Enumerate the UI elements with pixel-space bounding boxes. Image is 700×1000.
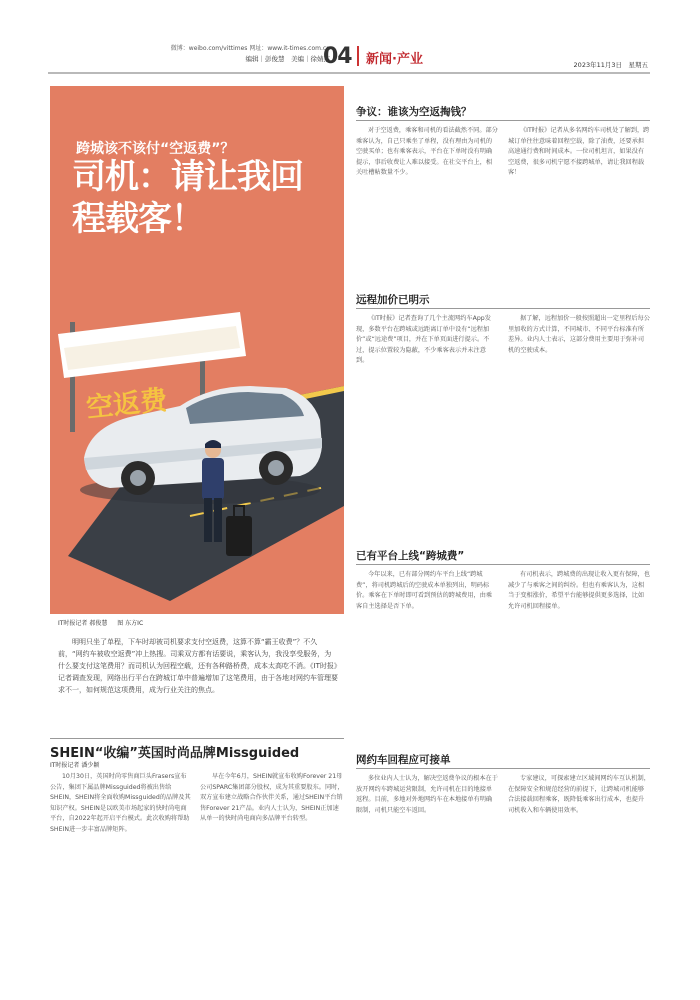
lead-text: 明明只坐了单程，下车时却被司机要求支付空返费，这算不算“霸王收费”？不久前，“网约车被收空返费”冲上热搜。司乘双方都有话要说，乘客认为，我没享受服务，为什么要支付这笔费用？而司机认为回程空载，还有各种路桥费，成本太高吃不消。《IT时报》记者调查发现，网络出行平台在跨城订单中普遍增加了这笔费用，由于各地对网约车管理要求不一，如何规范这项费用，成为行业关注的焦点。: [58, 638, 338, 694]
return-column-2: 专家建议，可探索建立区域间网约车互认机制，在保障安全和规范经营的前提下，让跨城司机能够合法接载回程乘客，既降低乘客出行成本，也提升司机收入和车辆使用效率。: [508, 775, 650, 814]
section-heading-return: 网约车回程应可接单: [356, 754, 451, 766]
section-rule: [356, 120, 650, 121]
left-divider: [50, 738, 344, 739]
caption-author: IT时报记者 郝俊慧: [58, 620, 108, 627]
masthead-contact: 微博：weibo.com/vittimes 网址：www.it-times.com.cn: [170, 45, 330, 52]
header-rule: [48, 72, 650, 74]
lead-paragraph: [58, 636, 338, 696]
page-number: 04: [323, 44, 352, 69]
page-number-divider: [357, 46, 359, 66]
section-heading-crosscity: 已有平台上线“跨城费”: [356, 550, 465, 562]
poster-kicker: 跨城该不该付“空返费”？: [76, 141, 235, 157]
section-title: 新闻·产业: [366, 52, 423, 67]
shein-column-2: 早在今年6月，SHEIN就宣布收购Forever 21母公司SPARC集团部分股权，成为其重要股东。同时，双方宣布建立战略合作伙伴关系，通过SHEIN平台销售Forever 21产品。业内人士认为，SHEIN正加速从单一的快时尚电商向多品牌平台转型。: [200, 773, 344, 822]
poster-title: 司机：请让我回程载客！: [72, 157, 303, 239]
shein-headline: SHEIN“收编”英国时尚品牌Missguided: [50, 746, 300, 761]
section-rule: [356, 564, 650, 565]
surcharge-column-2: 据了解，远程加价一般按照超出一定里程后每公里加收的方式计算，不同城市、不同平台标准有所差异。业内人士表示，这部分费用主要用于弥补司机的空驶成本。: [508, 315, 650, 354]
section-rule: [356, 768, 650, 769]
caption-illustrator: 图 东方IC: [117, 620, 144, 627]
section-heading-dispute: 争议：谁该为空返掏钱？: [356, 106, 472, 118]
poster-sign: 空返费: [84, 384, 169, 425]
photo-caption: [58, 618, 151, 627]
issue-date: 2023年11月3日 星期五: [573, 61, 648, 69]
crosscity-column-2: 有司机表示，跨城费的出现让收入更有保障，也减少了与乘客之间的纠纷。但也有乘客认为，这相当于变相涨价，希望平台能够提供更多选择，比如允许司机回程接单。: [508, 571, 650, 610]
crosscity-column-1: 今年以来，已有部分网约车平台上线“跨城费”，将司机跨城后的空驶成本单独列出，明码标价。乘客在下单时即可看到预估的跨城费用，由乘客自主选择是否下单。: [356, 571, 493, 610]
dispute-column-2: 《IT时报》记者从多名网约车司机处了解到，跨城订单往往意味着回程空载，除了油费，还要承担高速通行费和时间成本。一位司机坦言，如果没有空返费，很多司机宁愿不接跨城单，请让我回程载客！: [508, 127, 650, 176]
shein-column-1: 10月30日，英国时尚零售商巨头Frasers宣布公告，集团下属品牌Missguided将被出售给SHEIN，SHEIN将全面收购Missguided的品牌及其知识产权。SHEIN是以欧美市场起家的快时尚电商平台，自2022年起开启平台模式。此次收购将帮助SHEIN进一步丰富品牌矩阵。: [50, 773, 191, 833]
dispute-column-1: 对于空返费，乘客和司机的看法截然不同。部分乘客认为，自己只乘坐了单程，没有理由为司机的空驶买单；也有乘客表示，平台在下单时没有明确提示，事后收费让人难以接受。在社交平台上，相关吐槽帖数量不少。: [356, 127, 498, 176]
cover-illustration: [50, 86, 344, 614]
section-heading-surcharge: 远程加价已明示: [356, 294, 430, 306]
masthead-editors: 编辑｜彭俊慧 美编｜徐婧杰: [245, 55, 330, 63]
masthead-info: [140, 44, 330, 64]
section-rule: [356, 308, 650, 309]
shein-byline: IT时报记者 潘少颖: [50, 762, 100, 769]
surcharge-column-1: 《IT时报》记者查询了几个主流网约车App发现，多数平台在跨城或远距离订单中设有“远程加价”或“远途费”项目，并在下单页面进行提示。不过，提示位置较为隐蔽，不少乘客表示并未注意到。: [356, 315, 491, 364]
return-column-1: 多位业内人士认为，解决空返费争议的根本在于放开网约车跨城运营限制，允许司机在目的地接单返程。目前，多地对外地网约车在本地接单有明确限制，司机只能空车返回。: [356, 775, 498, 814]
